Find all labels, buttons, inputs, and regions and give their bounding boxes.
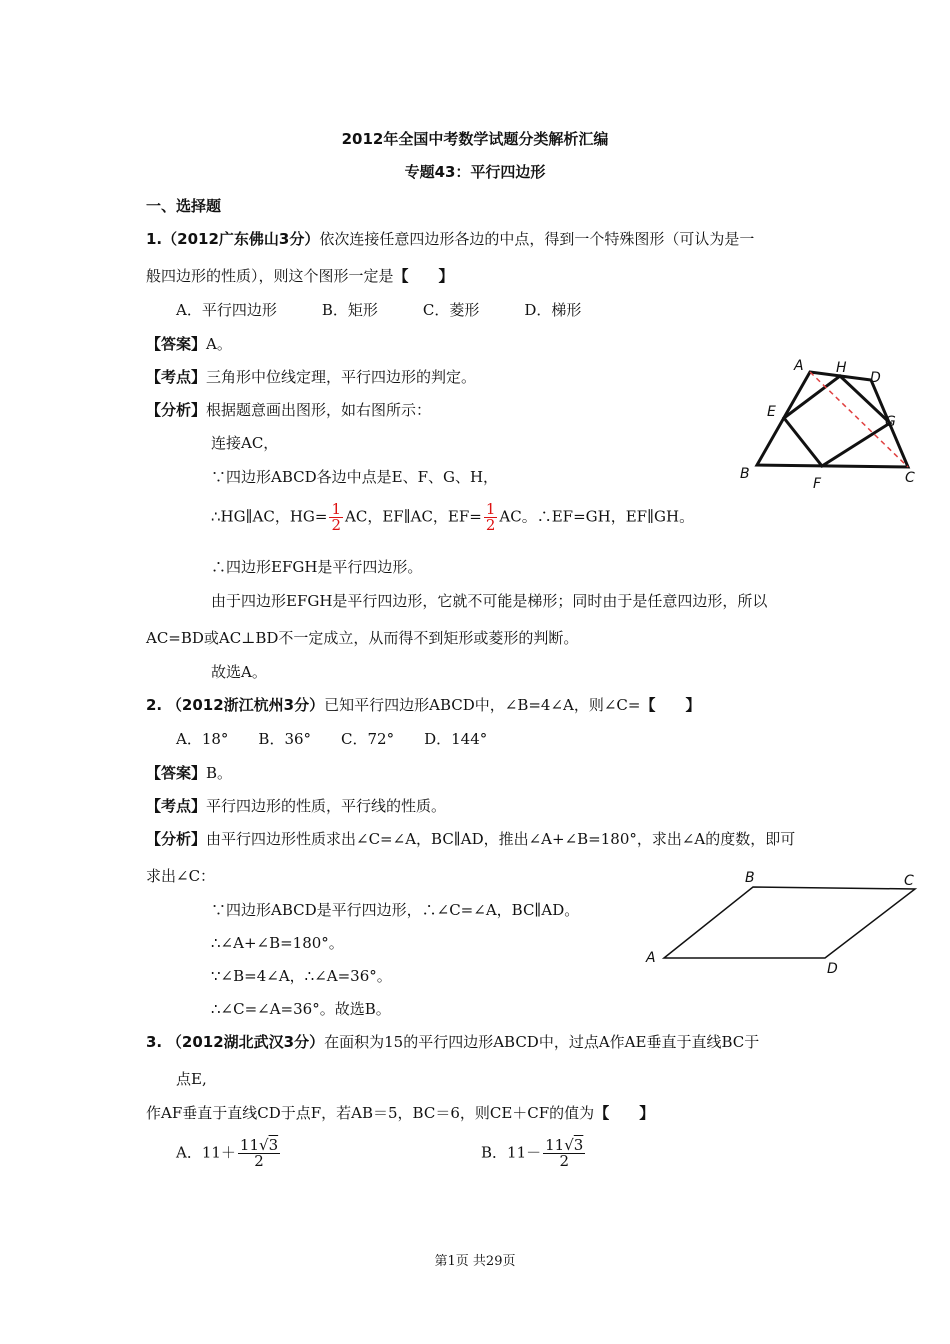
q3-option-a-fraction (238, 1138, 280, 1169)
q2-label-b: B (745, 870, 755, 886)
q2-figure (640, 865, 925, 975)
q2-point (146, 795, 446, 816)
q2-analysis-line2: 求出∠C： (146, 867, 216, 885)
q1-answer-label: 【答案】 (146, 335, 207, 353)
page-title: 2012年全国中考数学试题分类解析汇编 (341, 130, 609, 148)
q3-option-a (176, 1138, 282, 1169)
q3-stem-line3 (146, 1102, 654, 1123)
q2-stem-text: 已知平行四边形ABCD中，∠B=4∠A，则∠C= (324, 696, 641, 714)
q1-label-f: F (813, 476, 822, 492)
q1-analysis (146, 399, 431, 420)
q1-label-g: G (885, 414, 896, 430)
q3-bracket: 【 】 (594, 1104, 655, 1122)
q2-source: （2012浙江杭州3分） (166, 696, 325, 714)
q3-stem-line1 (146, 1031, 759, 1052)
q1-half-num-2: 1 (485, 500, 496, 518)
q2-point-text: 平行四边形的性质，平行线的性质。 (206, 797, 447, 815)
q1-line3c: AC。∴EF=GH，EF∥GH。 (499, 507, 695, 526)
q1-bracket: 【 】 (393, 267, 454, 285)
q3-option-b-coef: 11 (545, 1136, 565, 1154)
q3-option-b-denominator: 2 (543, 1153, 585, 1169)
q1-half-den-2: 2 (485, 516, 496, 534)
q2-line3: ∵∠B=4∠A，∴∠A=36°。 (211, 967, 392, 985)
q2-line1: ∵四边形ABCD是平行四边形，∴∠C=∠A，BC∥AD。 (211, 901, 580, 919)
q2-analysis (146, 828, 795, 849)
q1-line1: 连接AC， (211, 434, 279, 452)
q1-label-h: H (836, 360, 847, 376)
q1-line2: ∵四边形ABCD各边中点是E、F、G、H， (211, 468, 499, 486)
q1-half-num-1: 1 (331, 500, 342, 518)
q2-parallelogram-abcd (664, 887, 915, 958)
q3-stem-line2: 点E, (176, 1070, 207, 1088)
q1-point-text: 三角形中位线定理，平行四边形的判定。 (206, 368, 477, 386)
q3-option-b (481, 1138, 587, 1169)
q1-label-a: A (794, 358, 804, 374)
q2-answer-value: B。 (206, 764, 233, 782)
q2-stem (146, 694, 700, 715)
q1-label-d: D (870, 370, 881, 386)
q2-answer-label: 【答案】 (146, 764, 207, 782)
q1-stem-text1: 依次连接任意四边形各边的中点，得到一个特殊图形（可认为是一 (319, 230, 755, 248)
q2-point-label: 【考点】 (146, 797, 207, 815)
q2-number: 2. (146, 696, 163, 714)
q1-line6: AC=BD或AC⊥BD不一定成立，从而得不到矩形或菱形的判断。 (146, 629, 579, 647)
q3-option-a-prefix: A．11＋ (176, 1143, 236, 1162)
q1-stem-line2 (146, 265, 454, 286)
q1-line3 (211, 502, 694, 533)
q1-line7: 故选A。 (211, 663, 267, 681)
q2-label-d: D (827, 961, 838, 975)
q2-label-a: A (646, 950, 656, 966)
q1-figure (730, 350, 930, 495)
q3-option-b-prefix: B．11－ (481, 1143, 542, 1162)
q1-line3a: ∴HG∥AC，HG= (211, 507, 328, 526)
section-heading: 一、选择题 (146, 197, 222, 215)
q1-answer (146, 333, 232, 354)
q2-options: A．18° B．36° C．72° D．144° (176, 730, 488, 748)
q3-option-a-radicand: 3 (268, 1136, 279, 1154)
q1-label-e: E (767, 404, 776, 420)
q1-line4: ∴四边形EFGH是平行四边形。 (211, 558, 423, 576)
q2-analysis-text: 由平行四边形性质求出∠C=∠A，BC∥AD，推出∠A+∠B=180°，求出∠A的度数，即可 (206, 830, 796, 848)
q1-answer-value: A。 (206, 335, 232, 353)
q2-analysis-label: 【分析】 (146, 830, 207, 848)
q1-number: 1. (146, 230, 163, 248)
q1-source: （2012广东佛山3分） (162, 230, 320, 248)
q1-line3b: AC，EF∥AC，EF= (345, 507, 482, 526)
page-subtitle: 专题43：平行四边形 (404, 163, 546, 181)
q1-point (146, 366, 476, 387)
q3-stem-text3: 作AF垂直于直线CD于点F，若AB＝5，BC＝6，则CE＋CF的值为 (146, 1104, 595, 1122)
q1-options: A．平行四边形 B．矩形 C．菱形 D．梯形 (176, 301, 582, 319)
q1-stem-line1 (146, 228, 754, 249)
q1-label-c: C (905, 470, 915, 486)
q2-bracket: 【 】 (640, 696, 701, 714)
q1-point-label: 【考点】 (146, 368, 207, 386)
page-footer: 第1页 共29页 (434, 1254, 516, 1269)
q2-answer (146, 762, 232, 783)
q3-number: 3. (146, 1033, 163, 1051)
q1-analysis-text: 根据题意画出图形，如右图所示： (206, 401, 432, 419)
q3-option-b-radicand: 3 (573, 1136, 584, 1154)
q3-option-b-numerator: 11√3 (545, 1136, 584, 1154)
q1-stem-text2: 般四边形的性质），则这个图形一定是 (146, 267, 394, 285)
q2-line4: ∴∠C=∠A=36°。故选B。 (211, 1000, 391, 1018)
q3-option-a-coef: 11 (239, 1136, 260, 1154)
q3-option-a-numerator: 11√3 (239, 1136, 279, 1154)
q2-line2: ∴∠A+∠B=180°。 (211, 934, 344, 952)
q1-half-fraction-2 (484, 502, 498, 533)
q1-half-den-1: 2 (331, 516, 342, 534)
q1-line5: 由于四边形EFGH是平行四边形，它就不可能是梯形；同时由于是任意四边形，所以 (211, 592, 768, 610)
q1-analysis-label: 【分析】 (146, 401, 207, 419)
q2-label-c: C (904, 873, 914, 889)
q3-stem-text1: 在面积为15的平行四边形ABCD中，过点A作AE垂直于直线BC于 (324, 1033, 760, 1051)
q3-source: （2012湖北武汉3分） (166, 1033, 325, 1051)
q3-option-b-fraction (543, 1138, 585, 1169)
q1-half-fraction-1 (329, 502, 343, 533)
q1-label-b: B (740, 466, 750, 482)
q3-option-a-denominator: 2 (238, 1153, 280, 1169)
